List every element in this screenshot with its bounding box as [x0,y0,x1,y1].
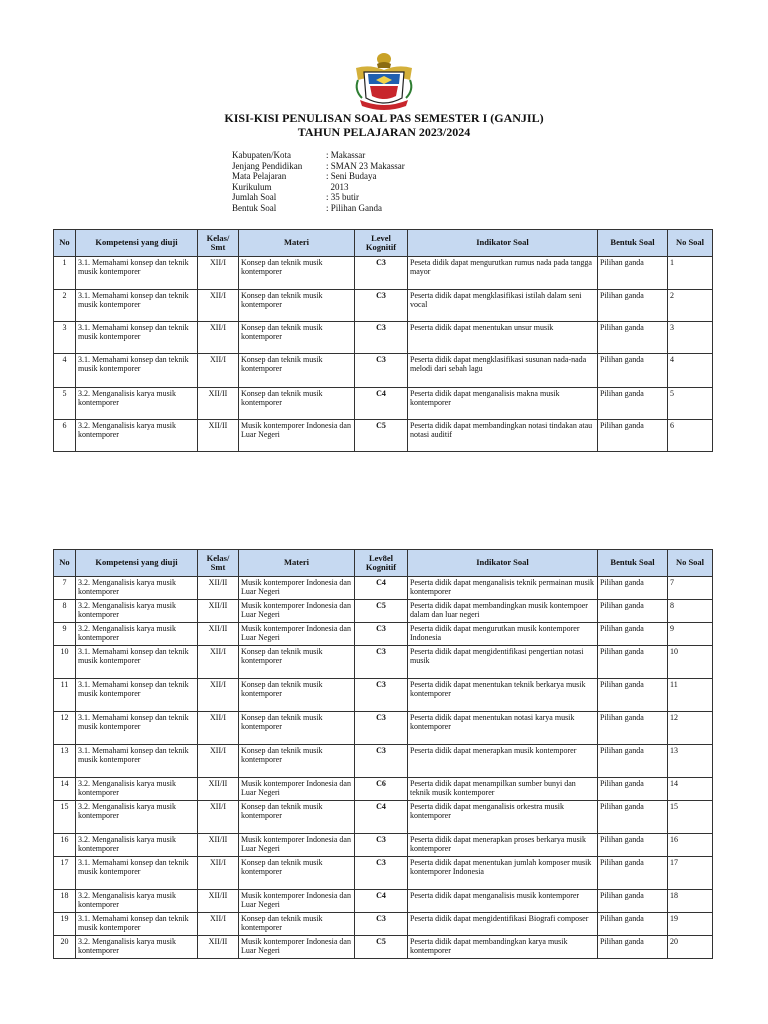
header-indikator-soal: Indikator Soal [408,230,598,257]
cell-kompetensi: 3.2. Menganalisis karya musik kontemporer [76,420,198,452]
cell-indikator-soal: Peserta didik dapat menentukan unsur musik [408,322,598,354]
cell-bentuk-soal: Pilihan ganda [598,646,668,679]
cell-kompetensi: 3.1. Memahami konsep dan teknik musik kontemporer [76,745,198,778]
cell-materi: Konsep dan teknik musik kontemporer [239,801,355,834]
cell-kelas-smt: XII/II [198,778,239,801]
cell-kompetensi: 3.1. Memahami konsep dan teknik musik kontemporer [76,679,198,712]
cell-indikator-soal: Peserta didik dapat menganalisis makna musik kontemporer [408,388,598,420]
cell-indikator-soal: Peserta didik dapat mengklasifikasi susunan nada-nada melodi dari sebah lagu [408,354,598,388]
header-indikator-soal: Indikator Soal [408,550,598,577]
cell-no-soal: 10 [668,646,713,679]
cell-kompetensi: 3.1. Memahami konsep dan teknik musik kontemporer [76,290,198,322]
cell-kompetensi: 3.1. Memahami konsep dan teknik musik kontemporer [76,712,198,745]
cell-indikator-soal: Peserta didik dapat mengklasifikasi istilah dalam seni vocal [408,290,598,322]
cell-bentuk-soal: Pilihan ganda [598,936,668,959]
cell-kelas-smt: XII/I [198,290,239,322]
cell-kompetensi: 3.1. Memahami konsep dan teknik musik kontemporer [76,354,198,388]
info-row-kabupaten [232,150,486,161]
cell-no-soal: 2 [668,290,713,322]
cell-no: 4 [54,354,76,388]
table-row [54,577,713,600]
cell-level-kognitif: C5 [355,420,408,452]
table-row [54,420,713,452]
cell-no-soal: 17 [668,857,713,890]
cell-level-kognitif: C3 [355,257,408,290]
cell-level-kognitif: C3 [355,834,408,857]
cell-bentuk-soal: Pilihan ganda [598,857,668,890]
cell-kompetensi: 3.1. Memahami konsep dan teknik musik kontemporer [76,913,198,936]
cell-materi: Konsep dan teknik musik kontemporer [239,322,355,354]
cell-bentuk-soal: Pilihan ganda [598,745,668,778]
cell-level-kognitif: C3 [355,646,408,679]
cell-kelas-smt: XII/II [198,600,239,623]
cell-level-kognitif: C6 [355,778,408,801]
header-no: No [54,230,76,257]
cell-materi: Konsep dan teknik musik kontemporer [239,712,355,745]
table-row [54,913,713,936]
cell-no: 10 [54,646,76,679]
cell-materi: Konsep dan teknik musik kontemporer [239,679,355,712]
cell-bentuk-soal: Pilihan ganda [598,778,668,801]
cell-indikator-soal: Peseta didik dapat mengurutkan rumus nada pada tangga mayor [408,257,598,290]
cell-kompetensi: 3.2. Menganalisis karya musik kontemporer [76,834,198,857]
cell-materi: Musik kontemporer Indonesia dan Luar Negeri [239,420,355,452]
cell-no-soal: 6 [668,420,713,452]
cell-kelas-smt: XII/II [198,420,239,452]
info-value: : SMAN 23 Makassar [326,160,405,171]
info-value: : Pilihan Ganda [326,202,382,213]
info-value: : 35 butir [326,192,359,203]
cell-no-soal: 4 [668,354,713,388]
table-row [54,778,713,801]
table-row [54,646,713,679]
cell-no: 1 [54,257,76,290]
kisi-kisi-table-1 [53,229,713,452]
cell-indikator-soal: Peserta didik dapat membandingkan notasi tindakan atau notasi auditif [408,420,598,452]
cell-no: 14 [54,778,76,801]
header-no-soal: No Soal [668,550,713,577]
info-row-bentuk [232,203,486,214]
cell-indikator-soal: Peserta didik dapat menerapkan musik kontemporer [408,745,598,778]
cell-no-soal: 5 [668,388,713,420]
cell-kompetensi: 3.2. Menganalisis karya musik kontemporer [76,801,198,834]
cell-level-kognitif: C4 [355,801,408,834]
cell-level-kognitif: C3 [355,857,408,890]
cell-level-kognitif: C3 [355,290,408,322]
cell-no-soal: 8 [668,600,713,623]
cell-materi: Musik kontemporer Indonesia dan Luar Negeri [239,600,355,623]
header-kelas-smt: Kelas/ Smt [198,230,239,257]
cell-kelas-smt: XII/I [198,322,239,354]
cell-kelas-smt: XII/II [198,834,239,857]
cell-level-kognitif: C4 [355,890,408,913]
cell-kompetensi: 3.2. Menganalisis karya musik kontemporer [76,577,198,600]
cell-no: 12 [54,712,76,745]
cell-indikator-soal: Peserta didik dapat menentukan teknik berkarya musik kontemporer [408,679,598,712]
cell-kelas-smt: XII/I [198,857,239,890]
cell-indikator-soal: Peserta didik dapat menganalisis orkestra musik kontemporer [408,801,598,834]
cell-no: 13 [54,745,76,778]
cell-kompetensi: 3.1. Memahami konsep dan teknik musik kontemporer [76,646,198,679]
cell-no-soal: 15 [668,801,713,834]
cell-level-kognitif: C3 [355,712,408,745]
cell-kelas-smt: XII/I [198,646,239,679]
cell-kelas-smt: XII/II [198,890,239,913]
cell-indikator-soal: Peserta didik dapat menentukan notasi karya musik kontemporer [408,712,598,745]
cell-level-kognitif: C5 [355,936,408,959]
header-materi: Materi [239,230,355,257]
table-row [54,801,713,834]
header-materi: Materi [239,550,355,577]
header-no: No [54,550,76,577]
info-label: Kurikulum [232,181,272,192]
cell-kompetensi: 3.2. Menganalisis karya musik kontemporer [76,778,198,801]
cell-bentuk-soal: Pilihan ganda [598,913,668,936]
cell-no: 17 [54,857,76,890]
info-value: : Makassar [326,150,366,160]
cell-bentuk-soal: Pilihan ganda [598,290,668,322]
cell-materi: Musik kontemporer Indonesia dan Luar Negeri [239,890,355,913]
cell-kelas-smt: XII/II [198,577,239,600]
cell-no-soal: 11 [668,679,713,712]
table-row [54,712,713,745]
cell-materi: Konsep dan teknik musik kontemporer [239,913,355,936]
cell-bentuk-soal: Pilihan ganda [598,679,668,712]
cell-indikator-soal: Peserta didik dapat mengurutkan musik kontemporer Indonesia [408,623,598,646]
document-subtitle: TAHUN PELAJARAN 2023/2024 [297,125,471,139]
cell-materi: Musik kontemporer Indonesia dan Luar Negeri [239,778,355,801]
table-row [54,834,713,857]
table-row [54,257,713,290]
cell-no: 18 [54,890,76,913]
cell-kelas-smt: XII/I [198,745,239,778]
cell-kompetensi: 3.2. Menganalisis karya musik kontemporer [76,623,198,646]
cell-indikator-soal: Peserta didik dapat menganalisis teknik permainan musik kontemporer [408,577,598,600]
info-row-jenjang [232,161,486,172]
info-row-kurikulum [232,182,486,193]
table-row [54,936,713,959]
cell-no-soal: 18 [668,890,713,913]
info-label: Bentuk Soal [232,202,277,213]
cell-kelas-smt: XII/I [198,257,239,290]
cell-bentuk-soal: Pilihan ganda [598,420,668,452]
cell-bentuk-soal: Pilihan ganda [598,388,668,420]
info-label: Mata Pelajaran [232,171,287,182]
province-emblem-icon [350,50,418,112]
cell-no: 15 [54,801,76,834]
cell-materi: Konsep dan teknik musik kontemporer [239,257,355,290]
info-value: 2013 [326,181,349,192]
cell-no-soal: 14 [668,778,713,801]
cell-materi: Konsep dan teknik musik kontemporer [239,290,355,322]
cell-no: 11 [54,679,76,712]
table-row [54,388,713,420]
cell-materi: Konsep dan teknik musik kontemporer [239,857,355,890]
cell-kelas-smt: XII/I [198,801,239,834]
cell-kompetensi: 3.2. Menganalisis karya musik kontemporer [76,600,198,623]
cell-kompetensi: 3.2. Menganalisis karya musik kontemporer [76,890,198,913]
table-row [54,623,713,646]
cell-no-soal: 16 [668,834,713,857]
cell-kelas-smt: XII/I [198,679,239,712]
cell-kelas-smt: XII/I [198,354,239,388]
cell-kompetensi: 3.2. Menganalisis karya musik kontemporer [76,388,198,420]
cell-materi: Konsep dan teknik musik kontemporer [239,388,355,420]
cell-indikator-soal: Peserta didik dapat menerapkan proses berkarya musik kontemporer [408,834,598,857]
cell-bentuk-soal: Pilihan ganda [598,801,668,834]
cell-bentuk-soal: Pilihan ganda [598,712,668,745]
document-info [232,150,486,214]
cell-no: 9 [54,623,76,646]
cell-no-soal: 9 [668,623,713,646]
cell-level-kognitif: C3 [355,322,408,354]
header-kelas-smt: Kelas/ Smt [198,550,239,577]
cell-indikator-soal: Peserta didik dapat mengidentifikasi Biografi composer [408,913,598,936]
cell-bentuk-soal: Pilihan ganda [598,600,668,623]
cell-no: 2 [54,290,76,322]
cell-bentuk-soal: Pilihan ganda [598,577,668,600]
cell-level-kognitif: C4 [355,577,408,600]
cell-bentuk-soal: Pilihan ganda [598,322,668,354]
info-label: Jenjang Pendidikan [232,160,303,171]
cell-indikator-soal: Peserta didik dapat menganalisis musik kontemporer [408,890,598,913]
table-row [54,890,713,913]
info-label: Kabupaten/Kota [232,150,291,160]
table-row [54,679,713,712]
cell-kompetensi: 3.2. Menganalisis karya musik kontemporer [76,936,198,959]
header-bentuk-soal: Bentuk Soal [598,230,668,257]
cell-no: 5 [54,388,76,420]
cell-kompetensi: 3.1. Memahami konsep dan teknik musik kontemporer [76,322,198,354]
info-label: Jumlah Soal [232,192,277,203]
kisi-kisi-table-2 [53,549,713,959]
cell-indikator-soal: Peserta didik dapat membandingkan karya musik kontemporer [408,936,598,959]
cell-kompetensi: 3.1. Memahami konsep dan teknik musik kontemporer [76,857,198,890]
cell-bentuk-soal: Pilihan ganda [598,834,668,857]
cell-no-soal: 7 [668,577,713,600]
cell-kelas-smt: XII/II [198,936,239,959]
cell-level-kognitif: C3 [355,913,408,936]
cell-kelas-smt: XII/I [198,913,239,936]
cell-bentuk-soal: Pilihan ganda [598,623,668,646]
cell-materi: Konsep dan teknik musik kontemporer [239,745,355,778]
cell-no: 3 [54,322,76,354]
table-row [54,322,713,354]
cell-materi: Konsep dan teknik musik kontemporer [239,646,355,679]
cell-no-soal: 12 [668,712,713,745]
cell-no: 6 [54,420,76,452]
document-title: KISI-KISI PENULISAN SOAL PAS SEMESTER I (GANJIL) [224,111,544,125]
cell-materi: Musik kontemporer Indonesia dan Luar Negeri [239,834,355,857]
cell-level-kognitif: C3 [355,745,408,778]
table-row [54,600,713,623]
cell-bentuk-soal: Pilihan ganda [598,890,668,913]
cell-no-soal: 1 [668,257,713,290]
cell-kompetensi: 3.1. Memahami konsep dan teknik musik kontemporer [76,257,198,290]
cell-no-soal: 19 [668,913,713,936]
cell-bentuk-soal: Pilihan ganda [598,354,668,388]
cell-no: 19 [54,913,76,936]
header-no-soal: No Soal [668,230,713,257]
cell-level-kognitif: C4 [355,388,408,420]
header-kompetensi: Kompetensi yang diuji [76,550,198,577]
table-row [54,745,713,778]
cell-no-soal: 20 [668,936,713,959]
cell-no-soal: 13 [668,745,713,778]
cell-materi: Konsep dan teknik musik kontemporer [239,354,355,388]
cell-indikator-soal: Peserta didik dapat menentukan jumlah komposer musik kontemporer Indonesia [408,857,598,890]
cell-no: 20 [54,936,76,959]
cell-indikator-soal: Peserta didik dapat membandingkan musik kontempoer dalam dan luar negeri [408,600,598,623]
cell-indikator-soal: Peserta didik dapat mengidentifikasi pengertian notasi musik [408,646,598,679]
header-kompetensi: Kompetensi yang diuji [76,230,198,257]
table-row [54,857,713,890]
cell-no: 8 [54,600,76,623]
header-bentuk-soal: Bentuk Soal [598,550,668,577]
cell-kelas-smt: XII/I [198,712,239,745]
cell-materi: Musik kontemporer Indonesia dan Luar Negeri [239,623,355,646]
info-row-mapel [232,171,486,182]
cell-no: 7 [54,577,76,600]
cell-level-kognitif: C3 [355,354,408,388]
header-level-kognitif: Lev8el Kognitif [355,550,408,577]
table-row [54,290,713,322]
info-value: : Seni Budaya [326,171,377,182]
cell-level-kognitif: C3 [355,623,408,646]
cell-no: 16 [54,834,76,857]
table-row [54,354,713,388]
info-row-jumlah [232,192,486,203]
cell-no-soal: 3 [668,322,713,354]
cell-level-kognitif: C3 [355,679,408,712]
cell-materi: Musik kontemporer Indonesia dan Luar Negeri [239,577,355,600]
cell-indikator-soal: Peserta didik dapat menampilkan sumber bunyi dan teknik musik kontemporer [408,778,598,801]
cell-bentuk-soal: Pilihan ganda [598,257,668,290]
cell-level-kognitif: C5 [355,600,408,623]
cell-materi: Musik kontemporer Indonesia dan Luar Negeri [239,936,355,959]
cell-kelas-smt: XII/II [198,623,239,646]
header-level-kognitif: Level Kognitif [355,230,408,257]
cell-kelas-smt: XII/II [198,388,239,420]
